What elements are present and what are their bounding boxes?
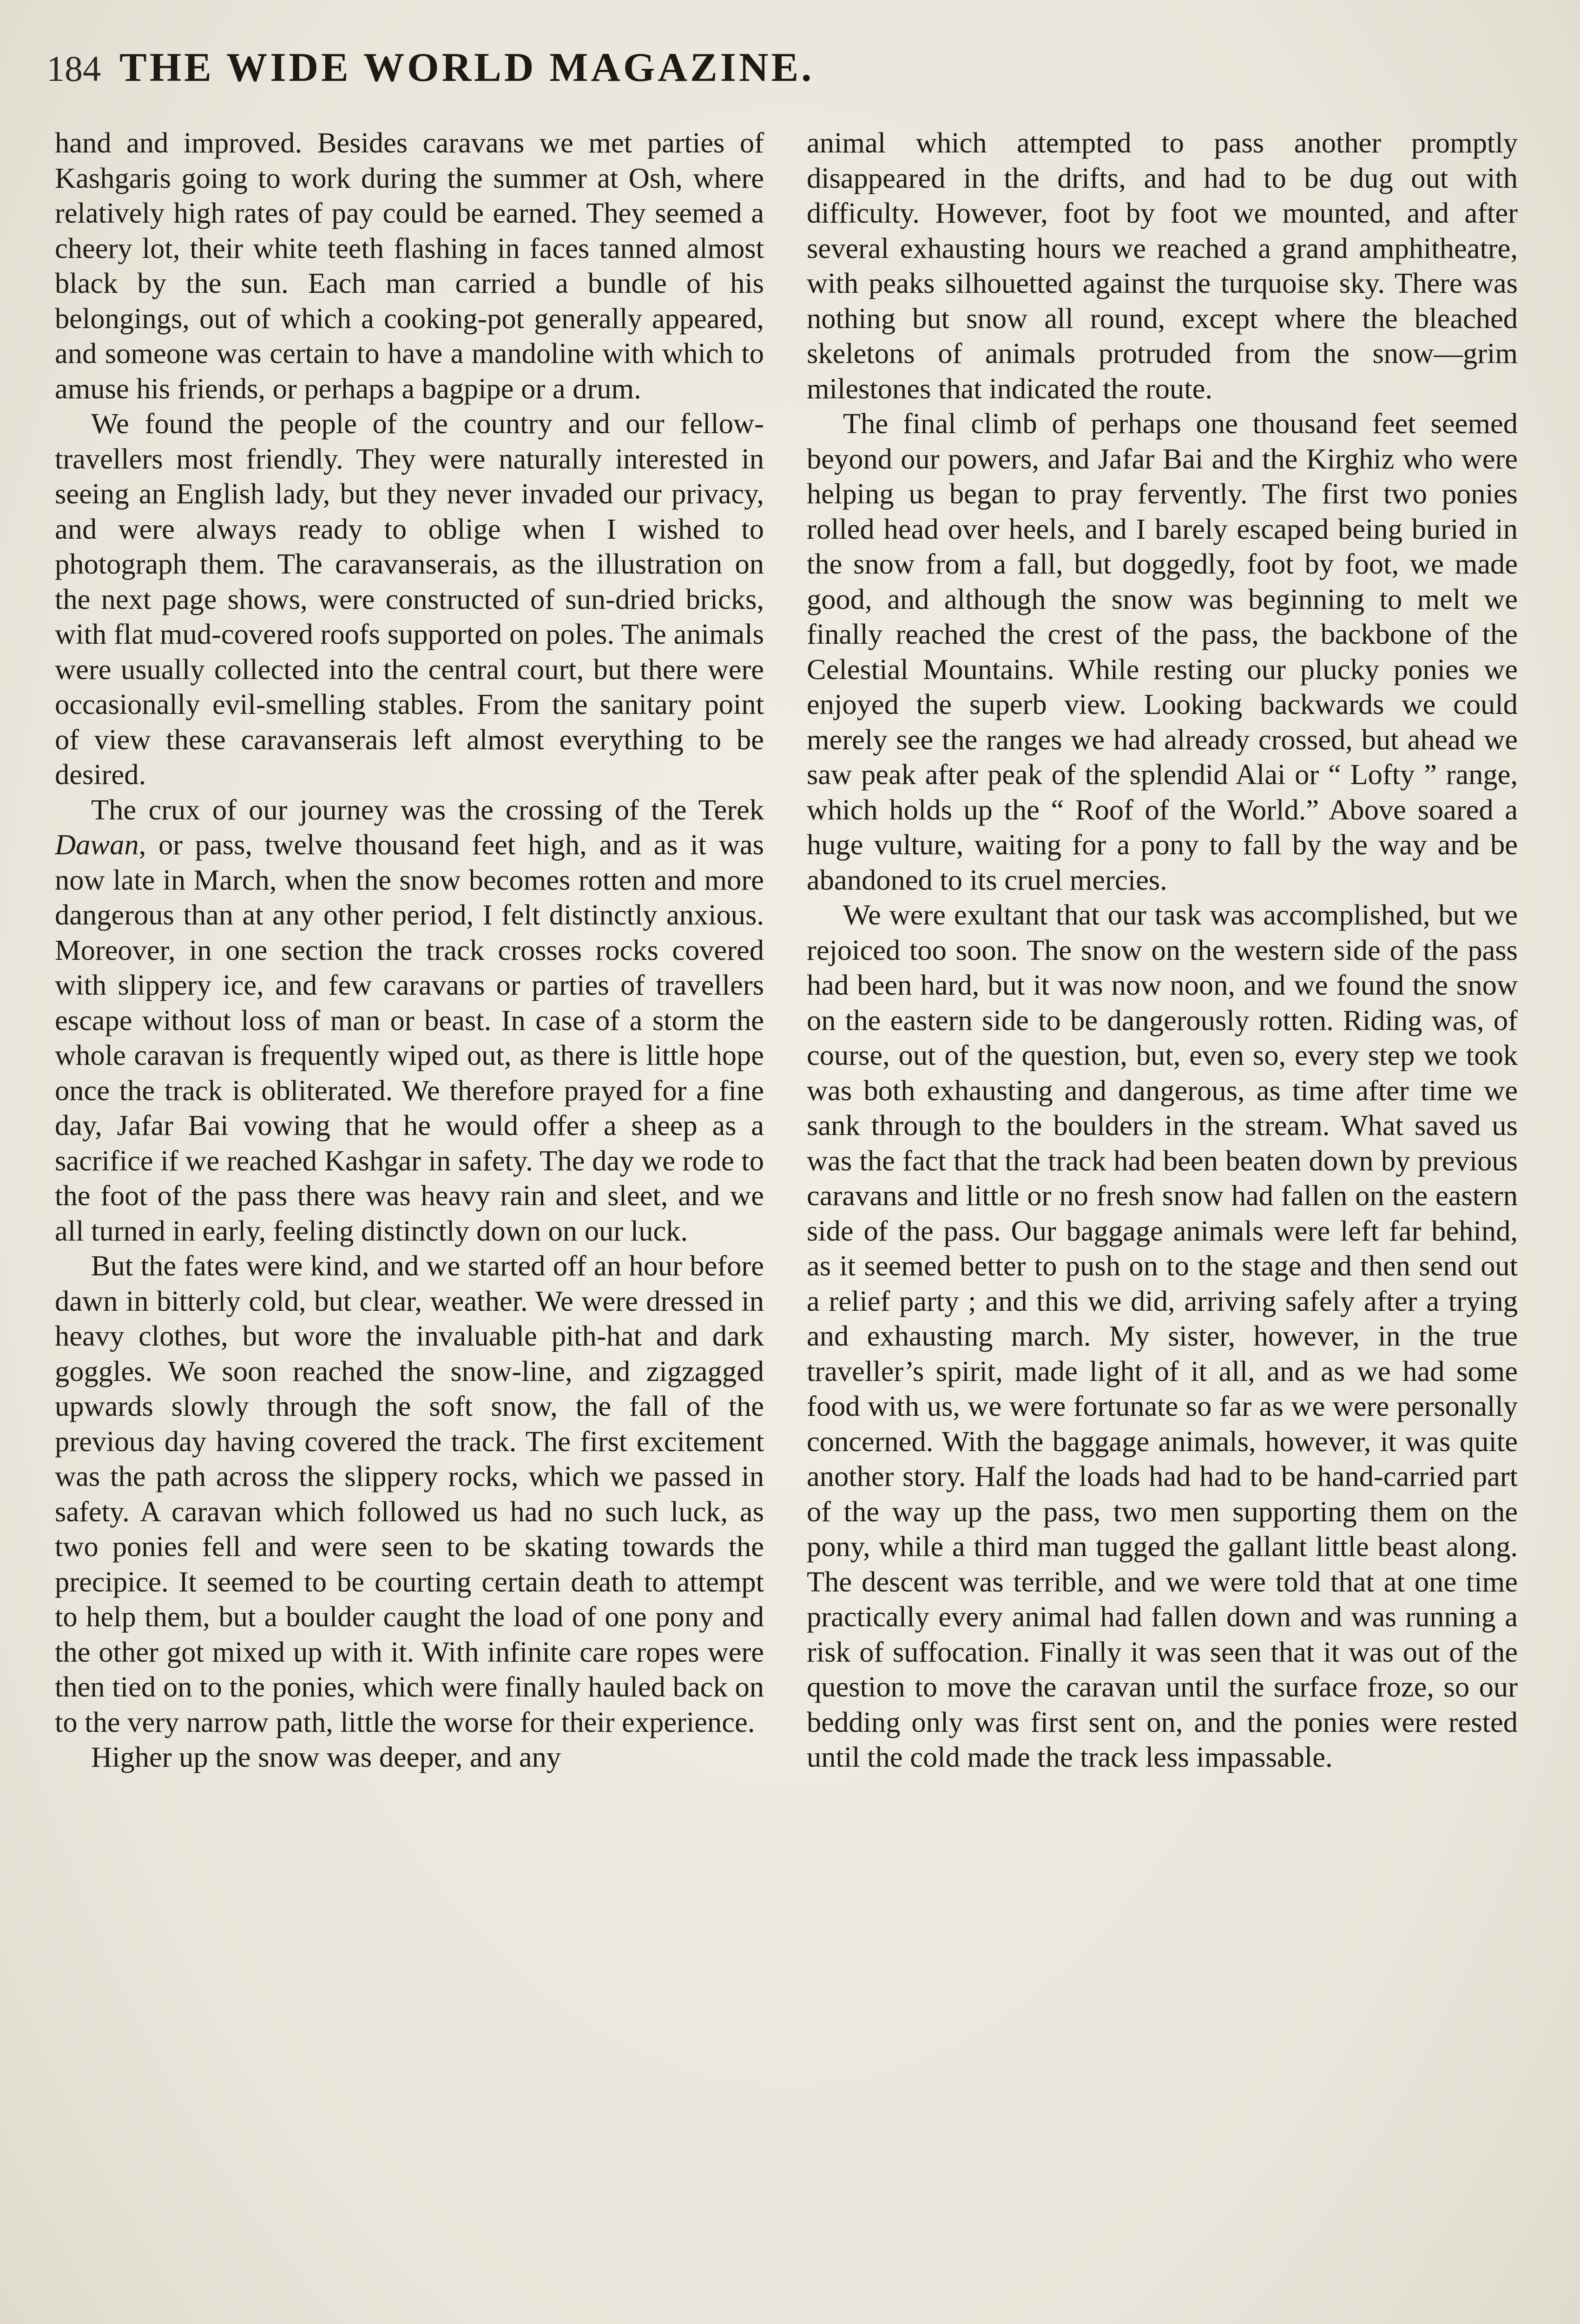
paragraph: But the fates were kind, and we started off an hour before dawn in bitterly cold, but clear, weather. We were dressed in heavy clothes, but wore the invaluable pith-hat and dark goggles. We soon reached the snow-line, and zigzagged upwards slowly through the soft snow, the fall of the previous day having covered the track. The first excitement was the path across the slippery rocks, which we passed in safety. A caravan which followed us had no such luck, as two ponies fell and were seen to be skating towards the precipice. It seemed to be courting certain death to attempt to help them, but a boulder caught the load of one pony and the other got mixed up with it. With infinite care ropes were then tied on to the ponies, which were finally hauled back on to the very narrow path, little the worse for their experience. [55, 1249, 764, 1738]
italic-term: Dawan [55, 828, 139, 861]
page-number: 184 [46, 48, 101, 89]
paragraph: hand and improved. Besides caravans we met parties of Kashgaris going to work during the summer at Osh, where relatively high rates of pay could be earned. They seemed a cheery lot, their white teeth flashing in faces tanned almost black by the sun. Each man carried a bundle of his belongings, out of which a cooking-pot generally appeared, and someone was certain to have a mandoline with which to amuse his friends, or perhaps a bagpipe or a drum. [55, 126, 764, 405]
paragraph: Higher up the snow was deeper, and any [91, 1741, 561, 1773]
paragraph: The final climb of perhaps one thousand feet seemed beyond our powers, and Jafar Bai and the Kirghiz who were helping us began to pray fervently. The first two ponies rolled head over heels, and I barely escaped being buried in the snow from a fall, but doggedly, foot by foot, we made good, and although the snow was beginning to melt we finally reached the crest of the pass, the backbone of the Celestial Mountains. While resting our plucky ponies we enjoyed the superb view. Looking backwards we could merely see the ranges we had already crossed, but ahead we saw peak after peak of the splendid Alai or “ Lofty ” range, which holds up the “ Roof of the World.” Above soared a huge vulture, waiting for a pony to fall by the way and be abandoned to its cruel mercies. [807, 407, 1518, 896]
paragraph: We were exultant that our task was accomplished, but we rejoiced too soon. The snow on the western side of the pass had been hard, but it was now noon, and we found the snow on the eastern side to be dangerously rotten. Riding was, of course, out of the question, but, even so, every step we took was both exhausting and dangerous, as time after time we sank through to the boulders in the stream. What saved us was the fact that the track had been beaten down by previous caravans and little or no fresh snow had fallen on the eastern side of the pass. Our baggage animals were left far behind, as it seemed better to push on to the stage and then send out a relief party ; and this we did, arriving safely after a trying and exhausting march. My sister, however, in the true traveller’s spirit, made light of it all, and as we had some food with us, we were fortunate so far as we were personally concerned. With the baggage animals, however, it was quite another story. Half the loads had had to be hand-carried part of the way up the pass, two men supporting them on the pony, while a third man tugged the gallant little beast along. The descent was terrible, and we were told that at one time practically every animal had fallen down and was running a risk of suffocation. Finally it was seen that it was out of the question to move the caravan until the surface froze, so our bedding only was first sent on, and the ponies were rested until the cold made the track less impassable. [807, 898, 1518, 1773]
page-header [46, 44, 814, 100]
magazine-title: THE WIDE WORLD MAGAZINE. [119, 45, 815, 90]
left-text-column [55, 125, 764, 2324]
paragraph-text: The crux of our journey was the crossing of the Terek [91, 793, 764, 826]
paragraph-text: , or pass, twelve thousand feet high, and as it was now late in March, when the snow becomes rotten and more dangerous than at any other period, I felt distinctly anxious. Moreover, in one section the track crosses rocks covered with slippery ice, and few caravans or parties of travellers escape without loss of man or beast. In case of a storm the whole caravan is frequently wiped out, as there is little hope once the track is obliterated. We therefore prayed for a fine day, Jafar Bai vowing that he would offer a sheep as a sacrifice if we reached Kashgar in safety. The day we rode to the foot of the pass there was heavy rain and sleet, and we all turned in early, feeling distinctly down on our luck. [55, 828, 764, 1247]
right-text-column [807, 125, 1518, 2324]
paragraph: animal which attempted to pass another promptly disappeared in the drifts, and had to be dug out with difficulty. However, foot by foot we mounted, and after several exhausting hours we reached a grand amphitheatre, with peaks silhouetted against the turquoise sky. There was nothing but snow all round, except where the bleached skeletons of animals protruded from the snow—grim milestones that indicated the route. [807, 126, 1518, 405]
paragraph: We found the people of the country and our fellow-travellers most friendly. They were naturally interested in seeing an English lady, but they never invaded our privacy, and were always ready to oblige when I wished to photograph them. The caravanserais, as the illustration on the next page shows, were constructed of sun-dried bricks, with flat mud-covered roofs supported on poles. The animals were usually collected into the central court, but there were occasionally evil-smelling stables. From the sanitary point of view these caravanserais left almost everything to be desired. [55, 407, 764, 791]
paragraph [55, 792, 764, 1249]
